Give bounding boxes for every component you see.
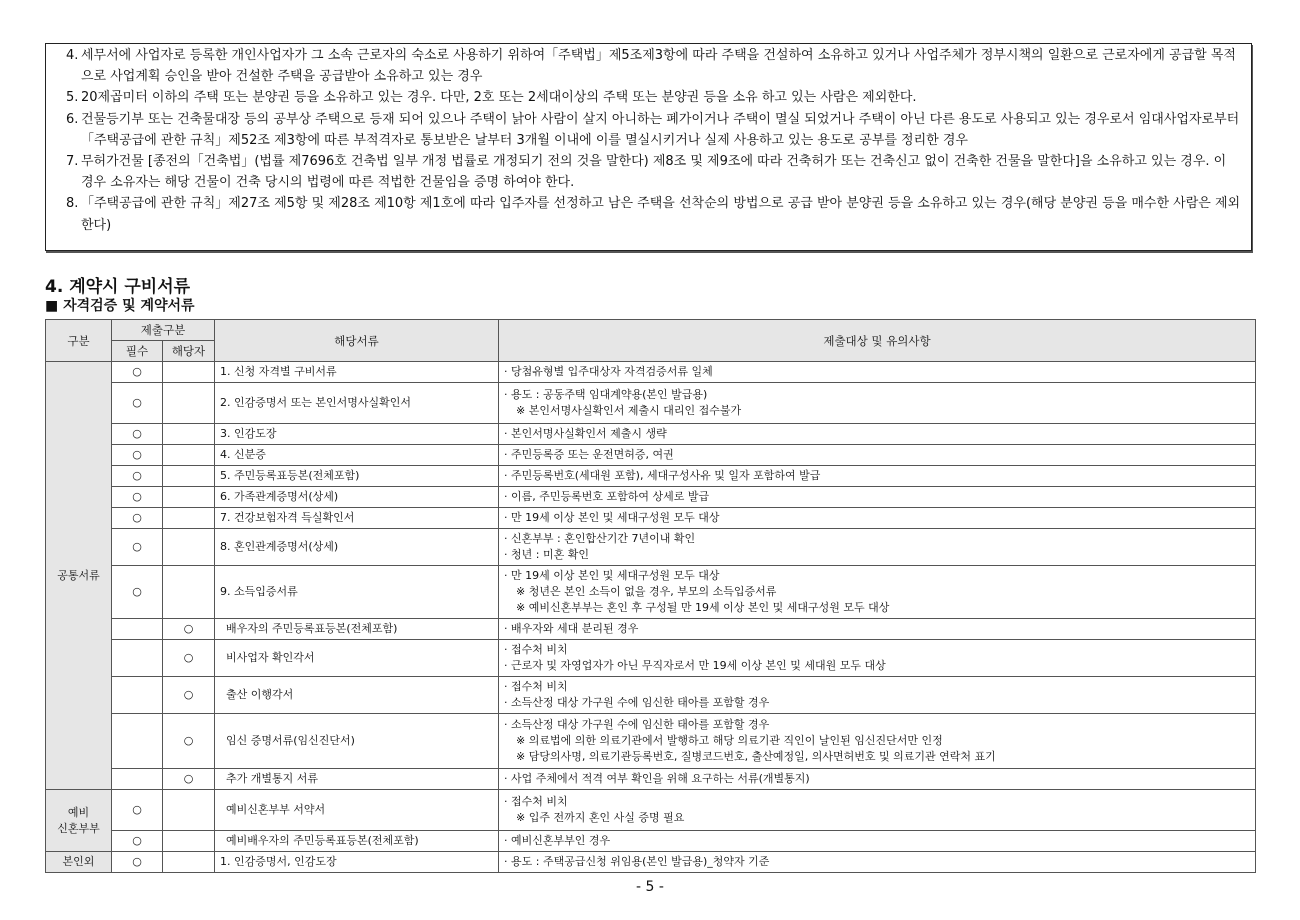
applicable-mark xyxy=(163,466,215,487)
document-name: 5. 주민등록표등본(전체포함) xyxy=(215,466,499,487)
table-row xyxy=(46,466,1256,487)
note-text: 무허가건물 [종전의「건축법」(법률 제7696호 건축법 일부 개정 법률로 개정되기 전의 것을 말한다) 제8조 및 제9조에 따라 건축허가 또는 건축신고 없이 건축한 건물을 말한다]을 소유하고 있는 경우. 이 경우 소유자는 해당 건물이 건축 당시의 법령에 따른 적법한 건물임을 증명 하여야 한다. xyxy=(81,154,1227,191)
document-name: 예비신혼부부 서약서 xyxy=(215,790,499,831)
applicable-mark xyxy=(163,487,215,508)
required-mark xyxy=(112,640,163,677)
required-mark: ○ xyxy=(112,852,163,873)
notes-box xyxy=(45,43,1252,251)
note-number: 7. xyxy=(66,154,79,170)
required-mark: ○ xyxy=(112,529,163,566)
sub-title: ■ 자격검증 및 계약서류 xyxy=(45,298,195,314)
note-line: ※ 입주 전까지 혼인 사실 증명 필요 xyxy=(516,811,685,824)
note-text: 20제곱미터 이하의 주택 또는 분양권 등을 소유하고 있는 경우. 다만, 2호 또는 2세대이상의 주택 또는 분양권 등을 소유 하고 있는 사람은 제외한다. xyxy=(81,90,917,106)
header-notes: 제출대상 및 유의사항 xyxy=(499,320,1256,362)
note-line: · 주민등록증 또는 운전면허증, 여권 xyxy=(504,448,674,461)
applicable-mark xyxy=(163,424,215,445)
required-mark: ○ xyxy=(112,790,163,831)
notes-cell xyxy=(499,383,1256,424)
applicable-mark: ○ xyxy=(163,619,215,640)
note-line: · 용도 : 공동주택 임대계약용(본인 발급용) xyxy=(504,388,708,401)
required-mark: ○ xyxy=(112,566,163,619)
table-row xyxy=(46,362,1256,383)
table-row xyxy=(46,383,1256,424)
document-name: 배우자의 주민등록표등본(전체포함) xyxy=(215,619,499,640)
required-mark: ○ xyxy=(112,424,163,445)
category-label-line: 신혼부부 xyxy=(57,821,100,835)
note-line: · 만 19세 이상 본인 및 세대구성원 모두 대상 xyxy=(504,569,720,582)
notes-cell xyxy=(499,424,1256,445)
category-cell: 본인외 xyxy=(46,852,112,873)
required-mark xyxy=(112,714,163,769)
note-line: · 본인서명사실확인서 제출시 생략 xyxy=(504,427,667,440)
required-mark xyxy=(112,677,163,714)
note-number: 5. xyxy=(66,90,79,106)
table-row xyxy=(46,445,1256,466)
table-row xyxy=(46,566,1256,619)
applicable-mark xyxy=(163,566,215,619)
applicable-mark xyxy=(163,790,215,831)
table-row xyxy=(46,852,1256,873)
required-mark: ○ xyxy=(112,508,163,529)
required-mark: ○ xyxy=(112,466,163,487)
note-line: · 접수처 비치 xyxy=(504,680,568,693)
note-line: · 접수처 비치 xyxy=(504,643,568,656)
document-name: 추가 개별통지 서류 xyxy=(215,769,499,790)
note-line: · 만 19세 이상 본인 및 세대구성원 모두 대상 xyxy=(504,511,720,524)
required-mark: ○ xyxy=(112,383,163,424)
notes-cell xyxy=(499,677,1256,714)
notes-cell xyxy=(499,831,1256,852)
header-document: 해당서류 xyxy=(215,320,499,362)
note-line: ※ 담당의사명, 의료기관등록번호, 질병코드번호, 출산예정일, 의사면허번호 및 의료기관 연락처 표기 xyxy=(516,750,996,763)
required-mark: ○ xyxy=(112,831,163,852)
applicable-mark: ○ xyxy=(163,769,215,790)
header-required: 필수 xyxy=(112,341,163,362)
note-line: ※ 청년은 본인 소득이 없을 경우, 부모의 소득입증서류 xyxy=(516,585,777,598)
notes-cell xyxy=(499,769,1256,790)
required-mark: ○ xyxy=(112,445,163,466)
note-line: · 소득산정 대상 가구원 수에 임신한 태아를 포함할 경우 xyxy=(504,696,770,709)
note-number: 4. xyxy=(66,48,79,63)
applicable-mark xyxy=(163,445,215,466)
section-title: 4. 계약시 구비서류 xyxy=(45,277,191,297)
note-item xyxy=(66,87,1251,108)
note-number: 6. xyxy=(66,111,79,127)
document-name: 비사업자 확인각서 xyxy=(215,640,499,677)
note-line: · 배우자와 세대 분리된 경우 xyxy=(504,622,639,635)
note-line: · 용도 : 주택공급신청 위임용(본인 발급용)_청약자 기준 xyxy=(504,855,770,868)
table-row xyxy=(46,424,1256,445)
notes-cell xyxy=(499,619,1256,640)
note-item xyxy=(66,109,1251,151)
header-category: 구분 xyxy=(46,320,112,362)
note-line: · 접수처 비치 xyxy=(504,795,568,808)
table-row xyxy=(46,619,1256,640)
notes-cell xyxy=(499,508,1256,529)
table-row xyxy=(46,677,1256,714)
category-cell: 공통서류 xyxy=(46,362,112,790)
notes-cell xyxy=(499,566,1256,619)
note-line: · 당첨유형별 입주대상자 자격검증서류 일체 xyxy=(504,365,713,378)
note-line: · 주민등록번호(세대원 포함), 세대구성사유 및 일자 포함하여 발급 xyxy=(504,469,821,482)
category-cell xyxy=(46,790,112,852)
applicable-mark: ○ xyxy=(163,640,215,677)
applicable-mark xyxy=(163,529,215,566)
header-applicable: 해당자 xyxy=(163,341,215,362)
document-name: 3. 인감도장 xyxy=(215,424,499,445)
notes-cell xyxy=(499,445,1256,466)
applicable-mark: ○ xyxy=(163,714,215,769)
table-row xyxy=(46,831,1256,852)
table-row xyxy=(46,714,1256,769)
note-line: ※ 의료법에 의한 의료기관에서 발행하고 해당 의료기관 직인이 날인된 임신진단서만 인정 xyxy=(516,734,943,747)
table-row xyxy=(46,529,1256,566)
note-text: 「주택공급에 관한 규칙」제27조 제5항 및 제28조 제10항 제1호에 따라 입주자를 선정하고 남은 주택을 선착순의 방법으로 공급 받아 분양권 등을 소유하고 있는 경우(해당 분양권 등을 매수한 사람은 제외한다) xyxy=(81,196,1241,233)
notes-cell xyxy=(499,529,1256,566)
document-name: 1. 신청 자격별 구비서류 xyxy=(215,362,499,383)
required-mark xyxy=(112,619,163,640)
note-line: · 예비신혼부부인 경우 xyxy=(504,834,611,847)
document-name: 1. 인감증명서, 인감도장 xyxy=(215,852,499,873)
required-mark: ○ xyxy=(112,487,163,508)
note-line: · 사업 주체에서 적격 여부 확인을 위해 요구하는 서류(개별통지) xyxy=(504,772,810,785)
table-row xyxy=(46,769,1256,790)
document-name: 6. 가족관계증명서(상세) xyxy=(215,487,499,508)
document-name: 출산 이행각서 xyxy=(215,677,499,714)
note-item xyxy=(66,193,1251,235)
notes-cell xyxy=(499,362,1256,383)
note-line: · 신혼부부 : 혼인합산기간 7년이내 확인 xyxy=(504,532,696,545)
note-line: · 이름, 주민등록번호 포함하여 상세로 발급 xyxy=(504,490,710,503)
table-row xyxy=(46,640,1256,677)
note-line: · 소득산정 대상 가구원 수에 임신한 태아를 포함할 경우 xyxy=(504,718,770,731)
table-row xyxy=(46,508,1256,529)
notes-cell xyxy=(499,852,1256,873)
documents-table xyxy=(45,319,1256,873)
applicable-mark xyxy=(163,383,215,424)
required-mark xyxy=(112,769,163,790)
applicable-mark xyxy=(163,831,215,852)
notes-cell xyxy=(499,487,1256,508)
document-name: 8. 혼인관계증명서(상세) xyxy=(215,529,499,566)
document-name: 2. 인감증명서 또는 본인서명사실확인서 xyxy=(215,383,499,424)
table-row xyxy=(46,790,1256,831)
table-row xyxy=(46,487,1256,508)
document-name: 예비배우자의 주민등록표등본(전체포함) xyxy=(215,831,499,852)
applicable-mark xyxy=(163,362,215,383)
page-number: - 5 - xyxy=(636,879,664,895)
category-label-line: 예비 xyxy=(67,805,90,819)
applicable-mark: ○ xyxy=(163,677,215,714)
document-name: 9. 소득입증서류 xyxy=(215,566,499,619)
note-item xyxy=(66,151,1251,193)
notes-cell xyxy=(499,640,1256,677)
note-text: 세무서에 사업자로 등록한 개인사업자가 그 소속 근로자의 숙소로 사용하기 위하여「주택법」제5조제3항에 따라 주택을 건설하여 소유하고 있거나 사업주체가 정부시책의 일환으로 근로자에게 공급할 목적으로 사업계획 승인을 받아 건설한 주택을 공급받아 소유하고 있는 경우 xyxy=(81,48,1236,85)
note-line: ※ 예비신혼부부는 혼인 후 구성될 만 19세 이상 본인 및 세대구성원 모두 대상 xyxy=(516,601,890,614)
document-name: 7. 건강보험자격 득실확인서 xyxy=(215,508,499,529)
notes-cell xyxy=(499,714,1256,769)
applicable-mark xyxy=(163,508,215,529)
note-line: ※ 본인서명사실확인서 제출시 대리인 접수불가 xyxy=(516,404,742,417)
note-line: · 청년 : 미혼 확인 xyxy=(504,548,589,561)
document-name: 4. 신분증 xyxy=(215,445,499,466)
note-text: 건물등기부 또는 건축물대장 등의 공부상 주택으로 등재 되어 있으나 주택이 낡아 사람이 살지 아니하는 폐가이거나 주택이 멸실 되었거나 주택이 아닌 다른 용도로 사용되고 있는 경우로서 임대사업자로부터 「주택공급에 관한 규칙」제52조 제3항에 따른 부적격자로 통보받은 날부터 3개월 이내에 이를 멸실시키거나 실제 사용하고 있는 용도로 공부를 정리한 경우 xyxy=(81,111,1240,148)
notes-cell xyxy=(499,466,1256,487)
note-number: 8. xyxy=(66,196,79,212)
notes-cell xyxy=(499,790,1256,831)
note-line: · 근로자 및 자영업자가 아닌 무직자로서 만 19세 이상 본인 및 세대원 모두 대상 xyxy=(504,659,886,672)
header-submit-group: 제출구분 xyxy=(112,320,215,341)
document-name: 임신 증명서류(임신진단서) xyxy=(215,714,499,769)
applicable-mark xyxy=(163,852,215,873)
required-mark: ○ xyxy=(112,362,163,383)
note-item xyxy=(66,45,1251,87)
